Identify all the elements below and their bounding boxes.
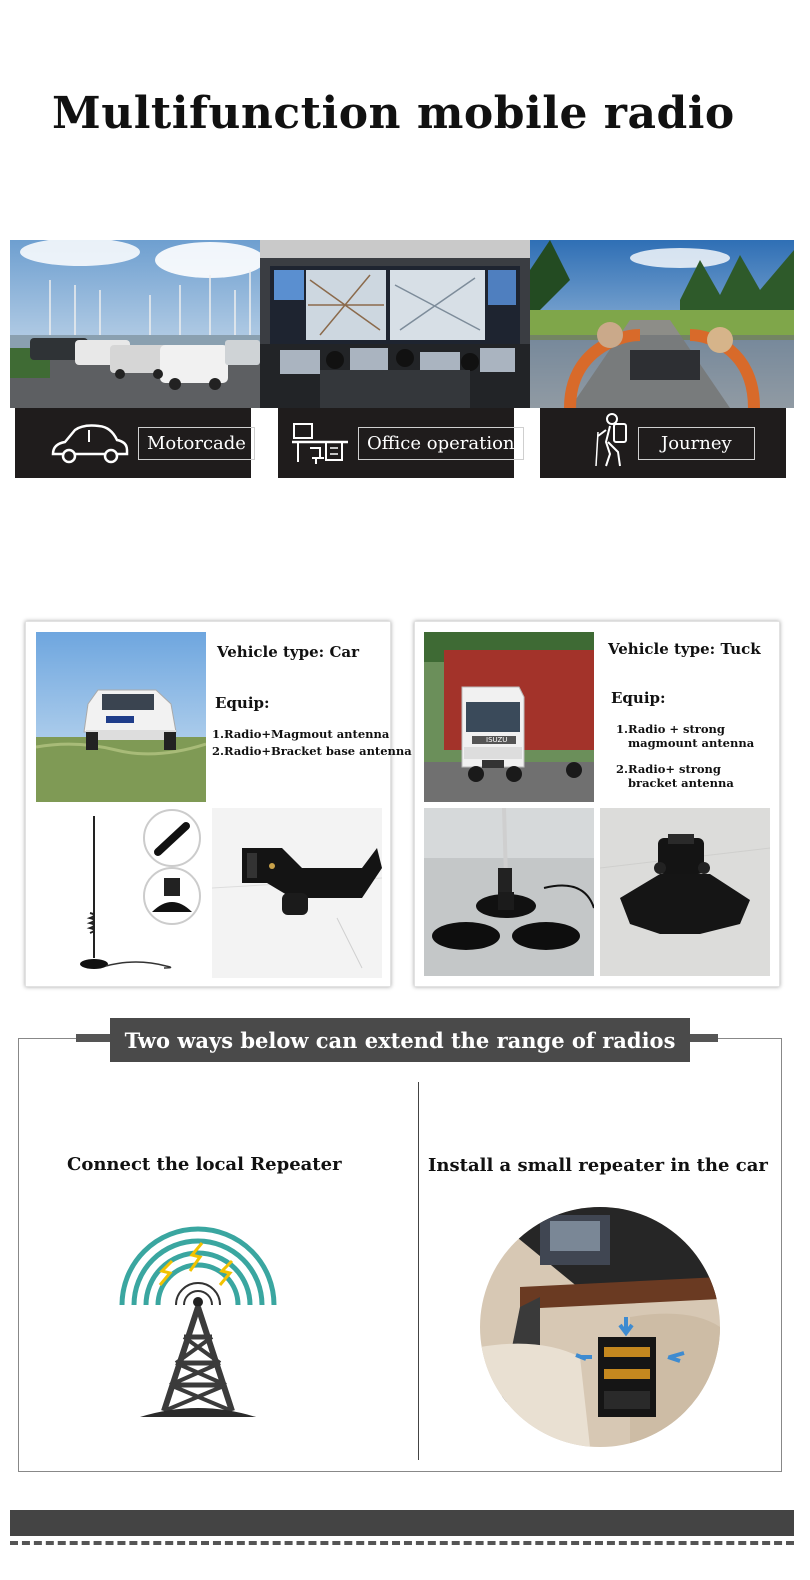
car-repeater-photo (480, 1207, 720, 1447)
truck-brand: ISUZU (486, 736, 508, 744)
magnet-antenna-photo (36, 808, 212, 978)
footer-dashed-line (10, 1541, 794, 1545)
bracket-mount-photo (212, 808, 382, 978)
suv-photo (36, 632, 206, 802)
car-vehicle-type: Vehicle type: Car (217, 643, 360, 661)
motorcade-photo (10, 240, 260, 408)
office-desk-icon (290, 418, 352, 468)
triple-magnet-antenna-photo (424, 808, 594, 976)
truck-photo (424, 632, 594, 802)
journey-caption (540, 408, 786, 478)
motorcade-caption (15, 408, 251, 478)
way-car-repeater-label: Install a small repeater in the car (428, 1155, 768, 1176)
truck-equip-item-1-line-1: 1.Radio + strong (616, 722, 725, 736)
repeater-tower-icon (118, 1225, 278, 1425)
truck-equip-item-1-line-2: magmount antenna (628, 736, 755, 750)
office-caption (278, 408, 514, 478)
truck-card (414, 621, 780, 987)
journey-photo (530, 240, 794, 408)
truck-equip-label: Equip: (611, 689, 666, 707)
banner-bar-left (76, 1034, 112, 1042)
range-banner: Two ways below can extend the range of radios (110, 1018, 690, 1062)
motorcade-label: Motorcade (138, 427, 255, 460)
car-card (25, 621, 412, 987)
hiker-icon (592, 418, 638, 468)
strong-bracket-photo (600, 808, 770, 976)
banner-bar-right (688, 1034, 718, 1042)
office-label: Office operation (358, 427, 524, 460)
car-equip-item-1: 1.Radio+Magmout antenna (212, 727, 390, 741)
truck-vehicle-type: Vehicle type: Tuck (608, 640, 761, 658)
car-icon (47, 418, 133, 468)
footer-bar (10, 1510, 794, 1536)
car-equip-item-2: 2.Radio+Bracket base antenna (212, 744, 412, 758)
office-photo (260, 240, 530, 408)
truck-equip-item-2-line-2: bracket antenna (628, 776, 734, 790)
range-divider (418, 1082, 419, 1460)
car-equip-label: Equip: (215, 694, 270, 712)
way-local-repeater-label: Connect the local Repeater (67, 1154, 342, 1175)
page-title: Multifunction mobile radio (52, 88, 735, 139)
journey-label: Journey (638, 427, 755, 460)
truck-equip-item-2-line-1: 2.Radio+ strong (616, 762, 721, 776)
